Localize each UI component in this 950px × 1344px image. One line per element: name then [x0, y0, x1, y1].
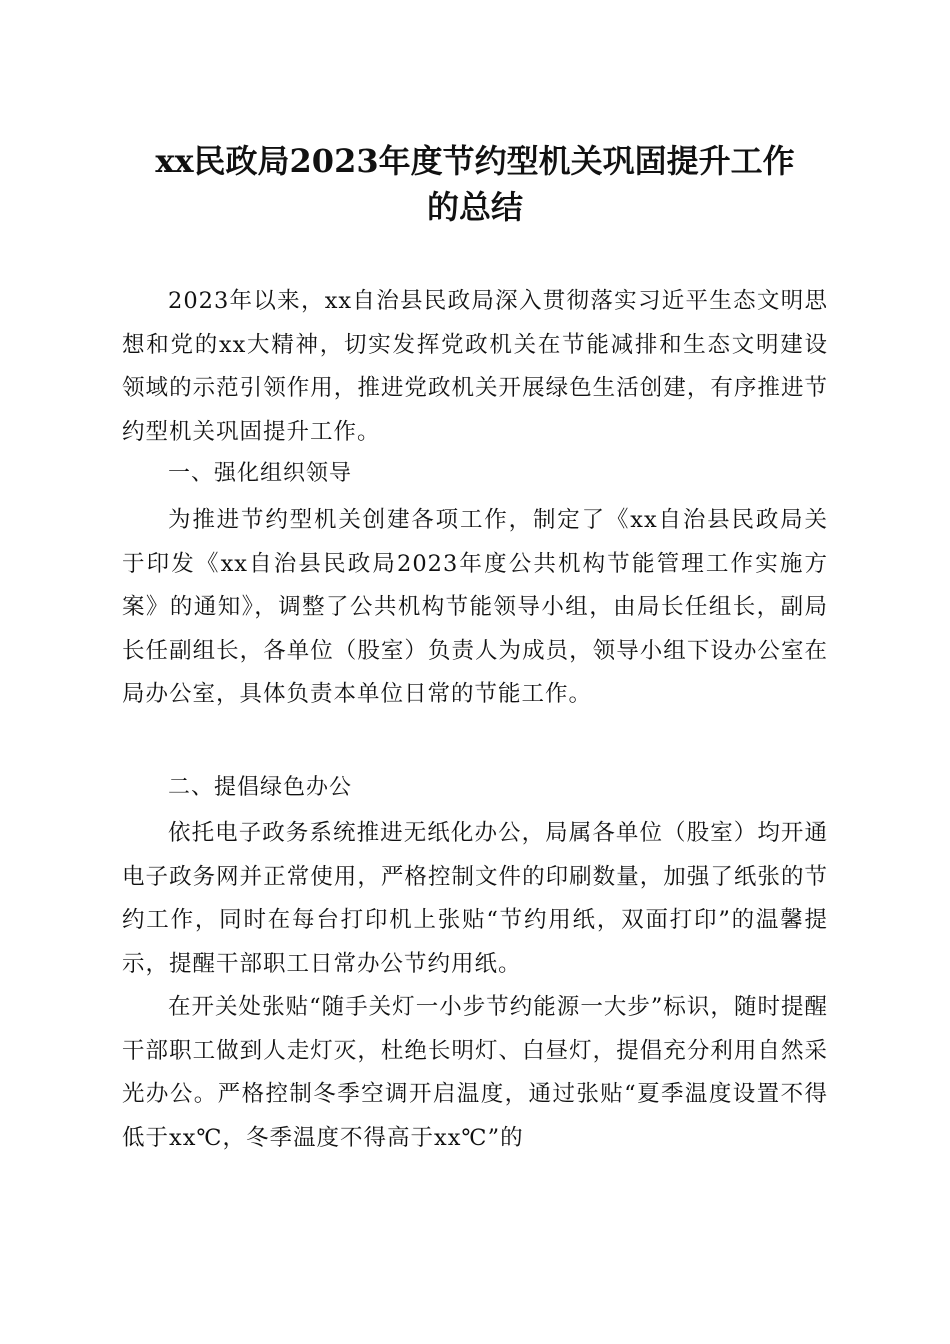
document-title-line-2: 的总结: [426, 188, 523, 226]
document-title-line-1: xx民政局2023年度节约型机关巩固提升工作: [155, 142, 795, 180]
section-2-paragraph-1: 依托电子政务系统推进无纸化办公，局属各单位（股室）均开通电子政务网并正常使用，严格控制文件的印刷数量，加强了纸张的节约工作，同时在每台打印机上张贴“节约用纸，双面打印”的温馨提示，提醒干部职工日常办公节约用纸。: [122, 820, 828, 977]
intro-paragraph: 2023年以来，xx自治县民政局深入贯彻落实习近平生态文明思想和党的xx大精神，切实发挥党政机关在节能减排和生态文明建设领域的示范引领作用，推进党政机关开展绿色生活创建，有序推进节约型机关巩固提升工作。: [122, 288, 828, 445]
section-1-paragraph: 为推进节约型机关创建各项工作，制定了《xx自治县民政局关于印发《xx自治县民政局2023年度公共机构节能管理工作实施方案》的通知》，调整了公共机构节能领导小组，由局长任组长，副局长任副组长，各单位（股室）负责人为成员，领导小组下设办公室在局办公室，具体负责本单位日常的节能工作。: [122, 507, 828, 707]
section-heading-2: 二、提倡绿色办公: [168, 775, 353, 800]
section-2-paragraph-2: 在开关处张贴“随手关灯一小步节约能源一大步”标识，随时提醒干部职工做到人走灯灭，杜绝长明灯、白昼灯，提倡充分利用自然采光办公。严格控制冬季空调开启温度，通过张贴“夏季温度设置不得低于xx℃，冬季温度不得高于xx℃”的: [122, 994, 828, 1151]
section-heading-1: 一、强化组织领导: [168, 461, 353, 486]
